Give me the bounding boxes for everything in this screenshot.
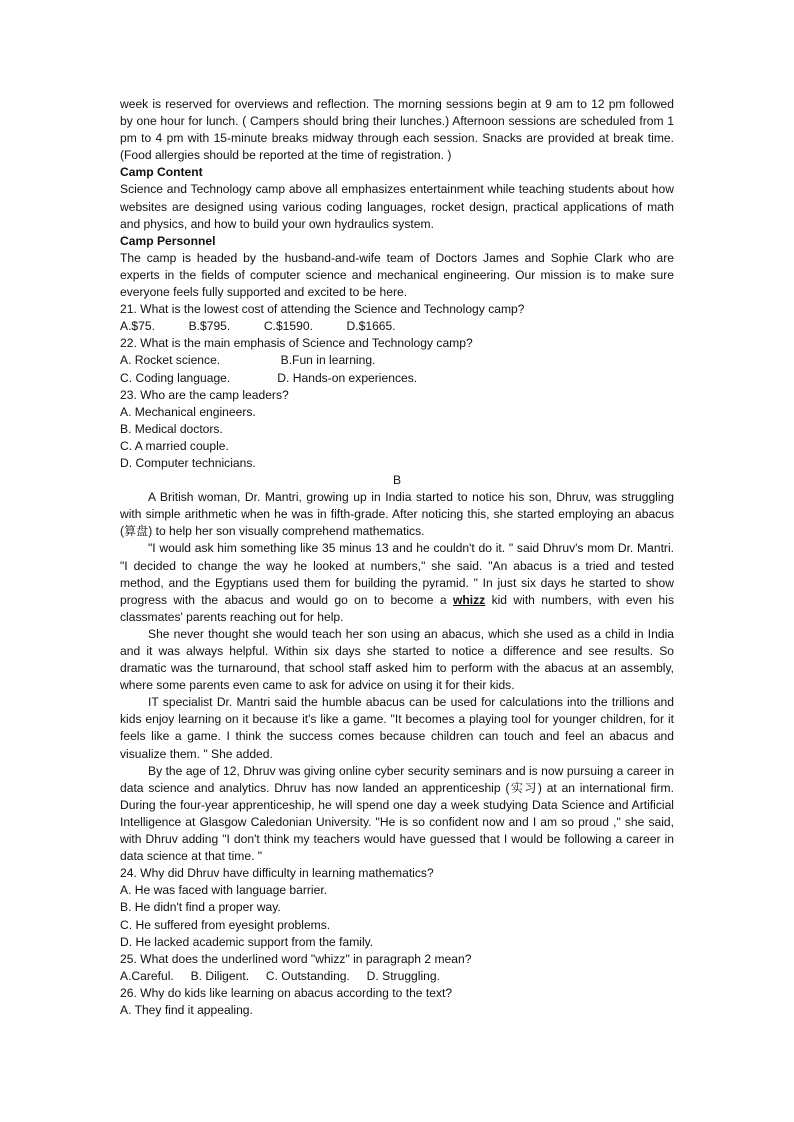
- paragraph-2-text-after: kid with numbers, with even his classmates' parents reaching out for help.: [120, 592, 674, 624]
- question-22: 22. What is the main emphasis of Science and Technology camp?: [120, 336, 473, 351]
- passage-b-paragraph-4: IT specialist Dr. Mantri said the humble abacus can be used for calculations into the trillions and kids enjoy learning on it because it's like a game. "It becomes a playing tool for younger children, for it feels like a game. I think the success comes because children can touch and feel an abacus and visualize them. " She added.: [120, 695, 674, 761]
- question-26: 26. Why do kids like learning on abacus according to the text?: [120, 985, 453, 1000]
- question-21-options: A.$75. B.$795. C.$1590. D.$1665.: [120, 319, 396, 334]
- camp-personnel-heading: Camp Personnel: [120, 233, 216, 248]
- question-24-option-d: D. He lacked academic support from the family.: [120, 934, 374, 949]
- camp-content-heading: Camp Content: [120, 165, 203, 180]
- question-25-options: A.Careful. B. Diligent. C. Outstanding. D. Struggling.: [120, 968, 440, 983]
- question-24: 24. Why did Dhruv have difficulty in learning mathematics?: [120, 866, 434, 881]
- question-23-option-b: B. Medical doctors.: [120, 421, 223, 436]
- camp-personnel-paragraph: The camp is headed by the husband-and-wife team of Doctors James and Sophie Clark who are experts in the fields of computer science and mechanical engineering. Our mission is to make sure everyone feels fully supported and excited to be here.: [120, 250, 674, 300]
- passage-b-paragraph-5: By the age of 12, Dhruv was giving online cyber security seminars and is now pursuing a career in data science and analytics. Dhruv has now landed an apprenticeship (实习) at an international firm. During the four-year apprenticeship, he will spend one day a week studying Data Science and Artificial Intelligence at Glasgow Caledonian University. "He is so confident now and I am so proud ," she said, with Dhruv adding "I don't think my teachers would have guessed that I would be following a career in data science at that time. ": [120, 763, 674, 864]
- question-23-option-d: D. Computer technicians.: [120, 455, 256, 470]
- question-22-options-line-2: C. Coding language. D. Hands-on experiences.: [120, 370, 418, 385]
- document-page: [120, 96, 674, 1019]
- question-23: 23. Who are the camp leaders?: [120, 387, 289, 402]
- question-25: 25. What does the underlined word "whizz" in paragraph 2 mean?: [120, 951, 472, 966]
- question-22-options-line-1: A. Rocket science. B.Fun in learning.: [120, 353, 376, 368]
- passage-b-paragraph-2: [120, 540, 674, 625]
- question-21: 21. What is the lowest cost of attending the Science and Technology camp?: [120, 302, 525, 317]
- passage-b-paragraph-3: She never thought she would teach her son using an abacus, which she used as a child in India and it was always helpful. Within six days she started to notice a difference and see results. So dramatic was the turnaround, that school staff asked him to perform with the abacus at an assembly, where some parents even came to ask for advice on using it for their kids.: [120, 626, 674, 693]
- section-b-label: B: [392, 473, 402, 488]
- question-24-option-b: B. He didn't find a proper way.: [120, 900, 281, 915]
- paragraph-2-text-before: "I would ask him something like 35 minus 13 and he couldn't do it. " said Dhruv's mom Dr. Mantri. "I decided to change the way he looked at numbers," she said. "An abacus is a tried and tested method, and the Egyptians used them for building the pyramid. " In just six days he started to show progress with the abacus and would go on to become a: [120, 541, 674, 607]
- schedule-paragraph: week is reserved for overviews and reflection. The morning sessions begin at 9 am to 12 pm followed by one hour for lunch. ( Campers should bring their lunches.) Afternoon sessions are scheduled from 1 pm to 4 pm with 15-minute breaks midway through each session. Snacks are provided at break time. (Food allergies should be reported at the time of registration. ): [120, 97, 674, 163]
- question-23-option-c: C. A married couple.: [120, 438, 229, 453]
- camp-content-paragraph: Science and Technology camp above all emphasizes entertainment while teaching students about how websites are designed using various coding languages, rocket design, practical applications of math and physics, and how to build your own hydraulics system.: [120, 182, 674, 231]
- underlined-word-whizz: whizz: [452, 592, 486, 607]
- question-24-option-a: A. He was faced with language barrier.: [120, 883, 328, 898]
- question-23-option-a: A. Mechanical engineers.: [120, 404, 256, 419]
- question-26-option-a: A. They find it appealing.: [120, 1002, 253, 1017]
- passage-b-paragraph-1: A British woman, Dr. Mantri, growing up in India started to notice his son, Dhruv, was struggling with simple arithmetic when he was in fifth-grade. After noticing this, she started employing an abacus (算盘) to help her son visually comprehend mathematics.: [120, 490, 674, 539]
- question-24-option-c: C. He suffered from eyesight problems.: [120, 917, 331, 932]
